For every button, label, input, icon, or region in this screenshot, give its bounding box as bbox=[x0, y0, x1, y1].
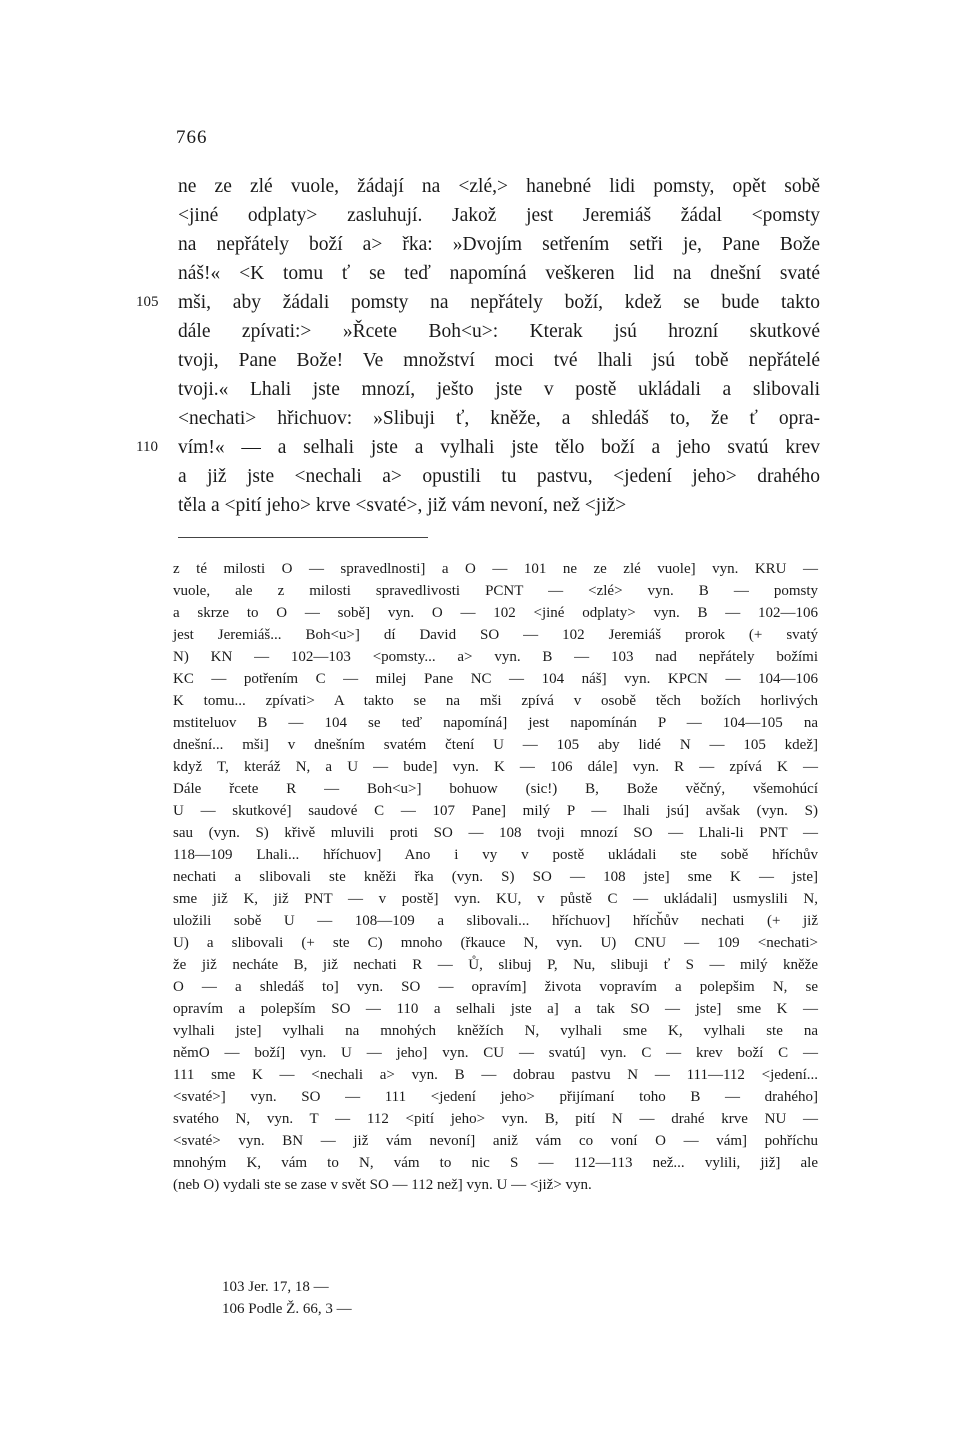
apparatus-line: U) a slibovali (+ ste C) mnoho (řkauce N, vyn. U) CNU — 109 <nechati> bbox=[173, 935, 818, 951]
main-text bbox=[136, 172, 820, 520]
line-text: náš!« <K tomu ť se teď napomíná veškeren lid na dnešní svaté bbox=[178, 263, 820, 284]
line-text: a již jste <nechali a> opustili tu pastvu, <jedení jeho> drahého bbox=[178, 466, 820, 487]
apparatus-line: sme již K, již PNT — v postě] vyn. KU, v půstě C — ukládali] usmyslili N, bbox=[173, 891, 818, 907]
apparatus-line: K tomu... zpívati> A takto se na mši zpívá v osobě těch božích horlivých bbox=[173, 693, 818, 709]
text-line bbox=[178, 317, 820, 346]
line-text: na nepřátely boží a> řka: »Dvojím setřením setři je, Pane Bože bbox=[178, 234, 820, 255]
apparatus-line: jest Jeremiáš... Boh<u>] dí David SO — 102 Jeremiáš prorok (+ svatý bbox=[173, 627, 818, 643]
apparatus-line: (neb O) vydali ste se zase v svět SO — 112 než] vyn. U — <již> vyn. bbox=[173, 1177, 592, 1193]
text-line bbox=[178, 259, 820, 288]
apparatus-line: 118—109 Lhali... hříchuov] Ano i vy v postě ukládali ste sobě hříchův bbox=[173, 847, 818, 863]
apparatus-line: nechati a slibovali ste kněži řka (vyn. S) SO — 108 jste] sme K — jste] bbox=[173, 869, 818, 885]
apparatus-line: z té milosti O — spravedlnosti] a O — 101 ne ze zlé vuole] vyn. KRU — bbox=[173, 561, 818, 577]
line-text: mši, aby žádali pomsty na nepřátely boží, kdež se bude takto bbox=[178, 292, 820, 313]
text-line bbox=[178, 172, 820, 201]
source-note: 106 Podle Ž. 66, 3 — bbox=[222, 1301, 352, 1317]
line-text: tvoji.« Lhali jste mnozí, ješto jste v postě ukládali a slibovali bbox=[178, 379, 820, 400]
source-notes bbox=[222, 1276, 352, 1320]
apparatus-line: němO — boží] vyn. U — jeho] vyn. CU — svatú] vyn. C — krev boží C — bbox=[173, 1045, 818, 1061]
apparatus-line: když T, kteráž N, a U — bude] vyn. K — 106 dále] vyn. R — zpívá K — bbox=[173, 759, 818, 775]
apparatus-line: mnohým K, vám to N, vám to nic S — 112—113 než... vylili, již] ale bbox=[173, 1155, 818, 1171]
apparatus-line: vuole, ale z milosti spravedlivosti PCNT — <zlé> vyn. B — pomsty bbox=[173, 583, 818, 599]
apparatus-line: sau (vyn. S) křivě mluvili proti SO — 108 tvoji mnozí SO — Lhali-li PNT — bbox=[173, 825, 818, 841]
line-text: vím!« — a selhali jste a vylhali jste tělo boží a jeho svatú krev bbox=[178, 437, 820, 458]
line-text: <nechati> hřichuov: »Slibuji ť, kněže, a shledáš to, že ť opra- bbox=[178, 408, 820, 429]
apparatus-line: vylhali jste] vylhali na mnohých kněžích N, vylhali sme K, vylhali ste na bbox=[173, 1023, 818, 1039]
apparatus-line: 111 sme K — <nechali a> vyn. B — dobrau pastvu N — 111—112 <jedení... bbox=[173, 1067, 818, 1083]
page-number: 766 bbox=[176, 127, 208, 148]
apparatus-line: U — skutkové] saudové C — 107 Pane] milý P — lhali jsú] avšak (vyn. S) bbox=[173, 803, 818, 819]
text-line bbox=[178, 491, 820, 520]
source-note: 103 Jer. 17, 18 — bbox=[222, 1279, 329, 1295]
apparatus-line: N) KN — 102—103 <pomsty... a> vyn. B — 103 nad nepřátely božími bbox=[173, 649, 818, 665]
text-line bbox=[178, 404, 820, 433]
apparatus-line: svatého N, vyn. T — 112 <pití jeho> vyn. B, pití N — drahé krve NU — bbox=[173, 1111, 818, 1127]
line-text: ne ze zlé vuole, žádají na <zlé,> hanebné lidi pomsty, opět sobě bbox=[178, 176, 820, 197]
line-number: 110 bbox=[136, 439, 158, 455]
text-line bbox=[178, 375, 820, 404]
text-line bbox=[136, 288, 820, 317]
apparatus-line: <svaté>] vyn. SO — 111 <jedení jeho> přijímaní toho B — drahého] bbox=[173, 1089, 818, 1105]
text-line bbox=[178, 201, 820, 230]
text-line bbox=[178, 346, 820, 375]
text-line bbox=[178, 230, 820, 259]
line-text: těla a <pití jeho> krve <svaté>, již vám nevoní, než <již> bbox=[178, 495, 627, 516]
apparatus-line: že již necháte B, již nechati R — Ů, slibuj P, Nu, slibuji ť S — milý kněže bbox=[173, 957, 818, 973]
apparatus-line: dnešní... mši] v dnešním svatém čtení U — 105 aby lidé N — 105 kdež] bbox=[173, 737, 818, 753]
apparatus-line: a skrze to O — sobě] vyn. O — 102 <jiné odplaty> vyn. B — 102—106 bbox=[173, 605, 818, 621]
text-line bbox=[136, 433, 820, 462]
line-text: <jiné odplaty> zasluhují. Jakož jest Jeremiáš žádal <pomsty bbox=[178, 205, 820, 226]
apparatus-line: Dále řcete R — Boh<u>] bohuow (sic!) B, Bože věčný, všemohúcí bbox=[173, 781, 818, 797]
apparatus-line: mstiteluov B — 104 se teď napomíná] jest napomínán P — 104—105 na bbox=[173, 715, 818, 731]
apparatus-line: opravím a polepším SO — 110 a selhali jste a] a tak SO — jste] sme K — bbox=[173, 1001, 818, 1017]
text-line bbox=[178, 462, 820, 491]
apparatus-line: O — a shledáš to] vyn. SO — opravím] života vopravím a polepšim N, se bbox=[173, 979, 818, 995]
apparatus-line: <svaté> vyn. BN — již vám nevoní] aniž vám co voní O — vám] pohříchu bbox=[173, 1133, 818, 1149]
line-number: 105 bbox=[136, 294, 159, 310]
line-text: tvoji, Pane Bože! Ve množství moci tvé lhali jsú tobě nepřátelé bbox=[178, 350, 820, 371]
footnote-rule bbox=[178, 537, 428, 538]
line-text: dále zpívati:> »Řcete Boh<u>: Kterak jsú hrozní skutkové bbox=[178, 321, 820, 342]
critical-apparatus bbox=[173, 558, 818, 1196]
apparatus-line: KC — potřením C — milej Pane NC — 104 náš] vyn. KPCN — 104—106 bbox=[173, 671, 818, 687]
apparatus-line: uložili sobě U — 108—109 a slibovali... hříchuov] hřích̆ův nechati (+ již bbox=[173, 913, 818, 929]
